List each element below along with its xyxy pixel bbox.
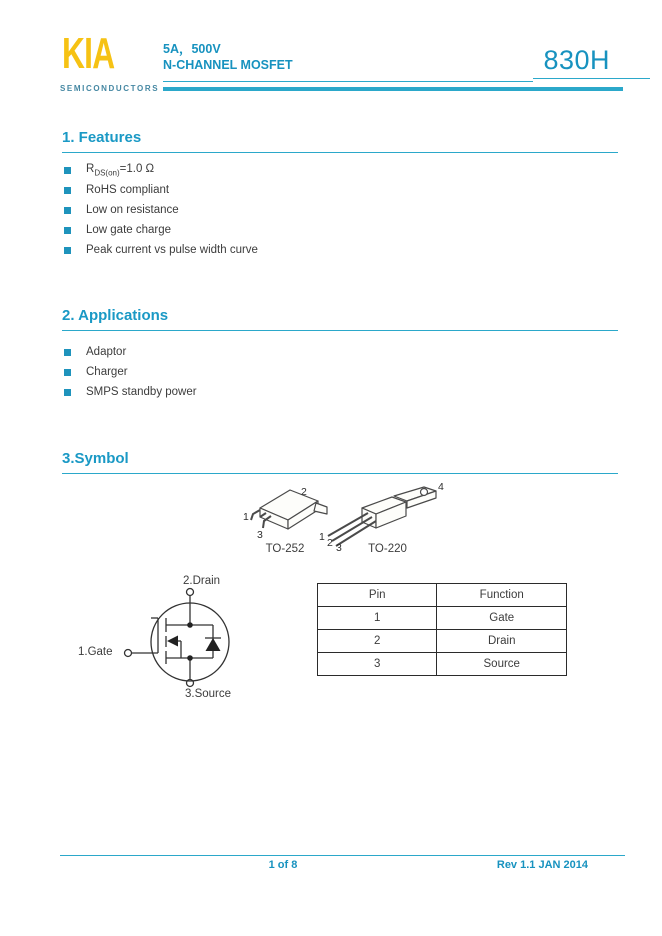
pin-number-label: 4 xyxy=(438,481,444,493)
mosfet-symbol-icon xyxy=(100,585,280,690)
list-item xyxy=(64,180,258,200)
function-cell: Gate xyxy=(437,607,567,630)
to252-package-icon xyxy=(240,482,330,544)
table-row xyxy=(318,607,567,630)
header-rule-thick xyxy=(163,87,623,91)
brand-logo: KIA xyxy=(62,29,115,78)
header-rule-thin-left xyxy=(163,81,533,82)
to220-caption: TO-220 xyxy=(368,543,407,555)
device-spec-block xyxy=(163,41,293,73)
list-item xyxy=(64,160,258,180)
pin-cell: 2 xyxy=(318,630,437,653)
pin-number-label: 1 xyxy=(243,511,249,523)
function-cell: Drain xyxy=(437,630,567,653)
bullet-icon xyxy=(64,369,71,376)
bullet-icon xyxy=(64,227,71,234)
bullet-icon xyxy=(64,247,71,254)
footer-revision: Rev 1.1 JAN 2014 xyxy=(496,859,588,871)
table-row xyxy=(318,630,567,653)
features-list xyxy=(64,160,258,260)
pin-number-label: 2 xyxy=(327,537,333,549)
header-rule-thin-right xyxy=(533,78,650,79)
feature-text-rds: $R_{DS(on)}=1.0$ Ω xyxy=(86,162,155,178)
device-spec-line2: N-CHANNEL MOSFET xyxy=(163,58,293,72)
applications-heading: 2. Applications xyxy=(62,307,618,331)
table-row xyxy=(318,653,567,676)
table-header-pin: Pin xyxy=(318,584,437,607)
table-header-row xyxy=(318,584,567,607)
pin-cell: 3 xyxy=(318,653,437,676)
list-item xyxy=(64,382,197,402)
pin-cell: 1 xyxy=(318,607,437,630)
pin-function-table xyxy=(317,583,567,676)
device-spec-line1: 5A，500V xyxy=(163,42,221,56)
applications-list xyxy=(64,342,197,402)
application-text: Charger xyxy=(86,366,128,378)
to252-caption: TO-252 xyxy=(265,543,305,555)
footer-page-number: 1 of 8 xyxy=(268,859,298,871)
bullet-icon xyxy=(64,207,71,214)
application-text: Adaptor xyxy=(86,346,127,358)
feature-text: RoHS compliant xyxy=(86,184,170,196)
pin-number-label: 1 xyxy=(319,531,325,543)
terminal-label-gate: 1.Gate xyxy=(78,646,113,658)
bullet-icon xyxy=(64,349,71,356)
footer-rule xyxy=(60,855,625,856)
list-item xyxy=(64,220,258,240)
brand-tagline: SEMICONDUCTORS xyxy=(60,84,160,93)
pin-number-label: 3 xyxy=(336,542,342,552)
function-cell: Source xyxy=(437,653,567,676)
list-item xyxy=(64,200,258,220)
bullet-icon xyxy=(64,389,71,396)
features-heading: 1. Features xyxy=(62,129,618,153)
terminal-label-source: 3.Source xyxy=(185,688,232,700)
part-number: 830H xyxy=(543,45,610,75)
table-header-function: Function xyxy=(437,584,567,607)
list-item xyxy=(64,362,197,382)
symbol-heading: 3.Symbol xyxy=(62,450,618,474)
feature-text: Low on resistance xyxy=(86,204,179,216)
feature-text: Peak current vs pulse width curve xyxy=(86,244,258,256)
pin-number-label: 3 xyxy=(257,529,263,541)
feature-text: Low gate charge xyxy=(86,224,172,236)
bullet-icon xyxy=(64,187,71,194)
list-item xyxy=(64,240,258,260)
list-item xyxy=(64,342,197,362)
terminal-label-drain: 2.Drain xyxy=(183,575,221,587)
bullet-icon xyxy=(64,167,71,174)
application-text: SMPS standby power xyxy=(86,386,197,398)
to220-package-icon xyxy=(318,480,453,552)
pin-number-label: 2 xyxy=(301,486,307,498)
